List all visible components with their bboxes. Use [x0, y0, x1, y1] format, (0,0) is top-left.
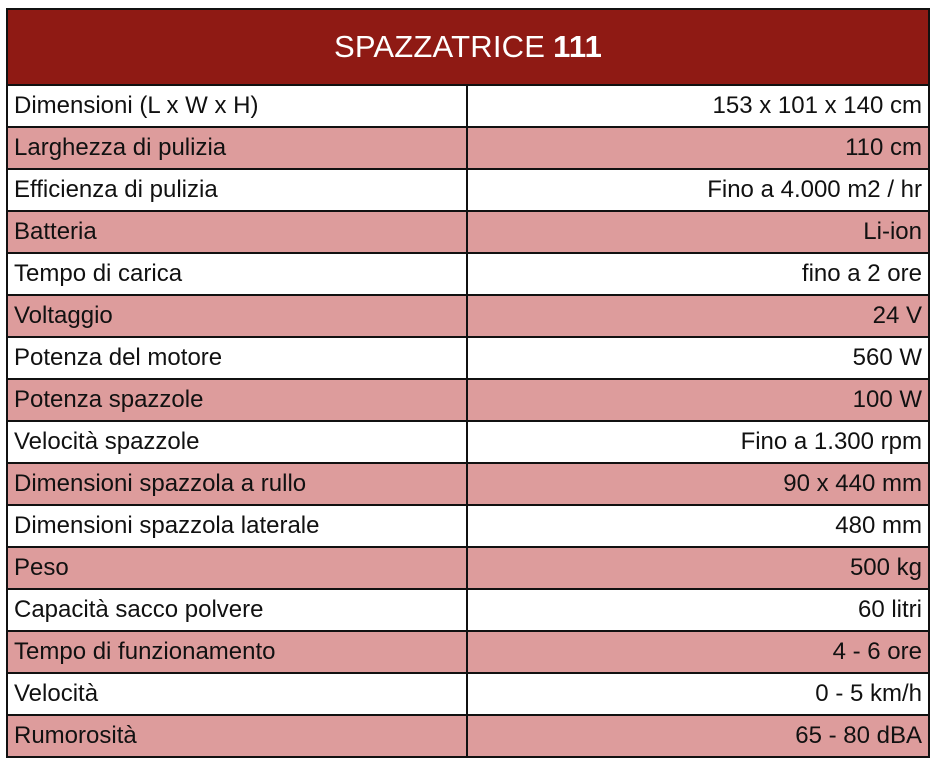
row-label: Potenza del motore	[8, 338, 468, 378]
row-value: 560 W	[852, 344, 922, 371]
table-row	[8, 590, 928, 632]
table-row	[8, 338, 928, 380]
row-label: Rumorosità	[8, 716, 468, 756]
row-label: Dimensioni (L x W x H)	[8, 86, 468, 126]
title-text: SPAZZATRICE	[333, 29, 546, 64]
row-label: Capacità sacco polvere	[8, 590, 468, 630]
row-label: Tempo di carica	[8, 254, 468, 294]
row-label: Peso	[8, 548, 468, 588]
row-value: 60 litri	[857, 596, 922, 623]
row-value: Fino a 1.300 rpm	[740, 428, 922, 455]
row-label: Dimensioni spazzola laterale	[8, 506, 468, 546]
row-label: Larghezza di pulizia	[8, 128, 468, 168]
table-row	[8, 716, 928, 758]
row-value: 500 kg	[849, 554, 922, 581]
row-value: 480 mm	[835, 512, 922, 539]
row-label: Velocità	[8, 674, 468, 714]
row-label: Batteria	[8, 212, 468, 252]
table-row	[8, 464, 928, 506]
table-row	[8, 422, 928, 464]
spec-table	[6, 8, 930, 758]
row-value: 0 - 5 km/h	[815, 680, 922, 707]
table-row	[8, 548, 928, 590]
row-label: Dimensioni spazzola a rullo	[8, 464, 468, 504]
table-row	[8, 128, 928, 170]
table-row	[8, 296, 928, 338]
row-value: 4 - 6 ore	[832, 638, 922, 665]
row-value: 90 x 440 mm	[783, 470, 922, 497]
row-value: fino a 2 ore	[801, 260, 922, 287]
row-value: 24 V	[872, 302, 922, 329]
table-row	[8, 212, 928, 254]
table-row	[8, 632, 928, 674]
row-value: 110 cm	[845, 134, 922, 161]
table-row	[8, 674, 928, 716]
row-value: Li-ion	[863, 218, 922, 245]
row-label: Voltaggio	[8, 296, 468, 336]
table-row	[8, 170, 928, 212]
row-label: Potenza spazzole	[8, 380, 468, 420]
table-row	[8, 380, 928, 422]
row-label: Efficienza di pulizia	[8, 170, 468, 210]
row-label: Velocità spazzole	[8, 422, 468, 462]
table-title	[8, 10, 928, 86]
row-value: 65 - 80 dBA	[795, 722, 922, 749]
table-row	[8, 506, 928, 548]
row-value: 100 W	[852, 386, 922, 413]
row-value: 153 x 101 x 140 cm	[712, 92, 922, 119]
table-row	[8, 254, 928, 296]
row-label: Tempo di funzionamento	[8, 632, 468, 672]
title-model: 111	[553, 29, 603, 64]
row-value: Fino a 4.000 m2 / hr	[707, 176, 922, 203]
table-row	[8, 86, 928, 128]
